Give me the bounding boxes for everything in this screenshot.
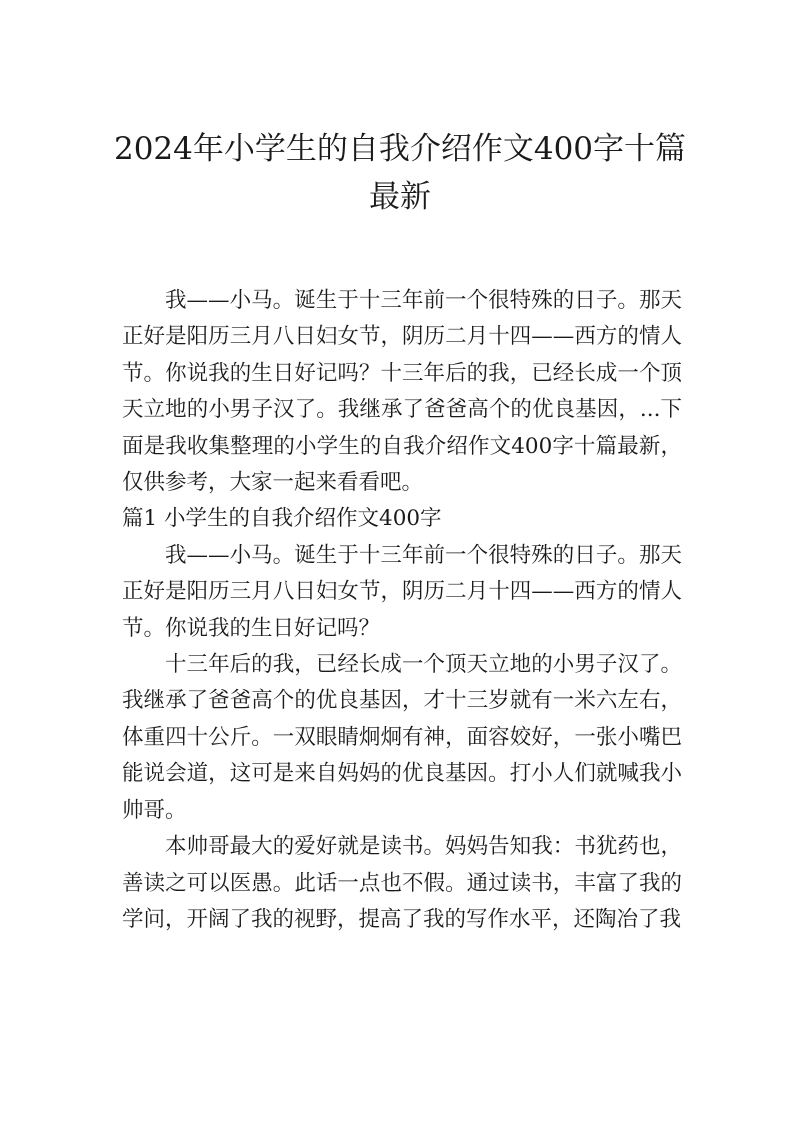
- body-paragraph: 本帅哥最大的爱好就是读书。妈妈告知我：书犹药也，善读之可以医愚。此话一点也不假。通过读书，丰富了我的学问，开阔了我的视野，提高了我的写作水平，还陶冶了我: [122, 834, 682, 932]
- document-body: [122, 283, 682, 938]
- body-paragraph: 我——小马。诞生于十三年前一个很特殊的日子。那天正好是阳历三月八日妇女节，阴历二月十四——西方的情人节。你说我的生日好记吗？: [122, 542, 682, 641]
- intro-paragraph: 我——小马。诞生于十三年前一个很特殊的日子。那天正好是阳历三月八日妇女节，阴历二月十四——西方的情人节。你说我的生日好记吗？十三年后的我，已经长成一个顶天立地的小男子汉了。我继承了爸爸高个的优良基因，...下面是我收集整理的小学生的自我介绍作文400字十篇最新，仅供参考，大家一起来看看吧。: [122, 288, 682, 496]
- document-title-line-2: 最新: [369, 179, 431, 215]
- body-paragraph: 十三年后的我，已经长成一个顶天立地的小男子汉了。我继承了爸爸高个的优良基因，才十三岁就有一米六左右，体重四十公斤。一双眼睛炯炯有神，面容姣好，一张小嘴巴能说会道，这可是来自妈妈的优良基因。打小人们就喊我小帅哥。: [122, 652, 682, 823]
- document-title-line-1: 2024年小学生的自我介绍作文400字十篇: [113, 131, 687, 167]
- section-heading: 篇1 小学生的自我介绍作文400字: [122, 506, 442, 532]
